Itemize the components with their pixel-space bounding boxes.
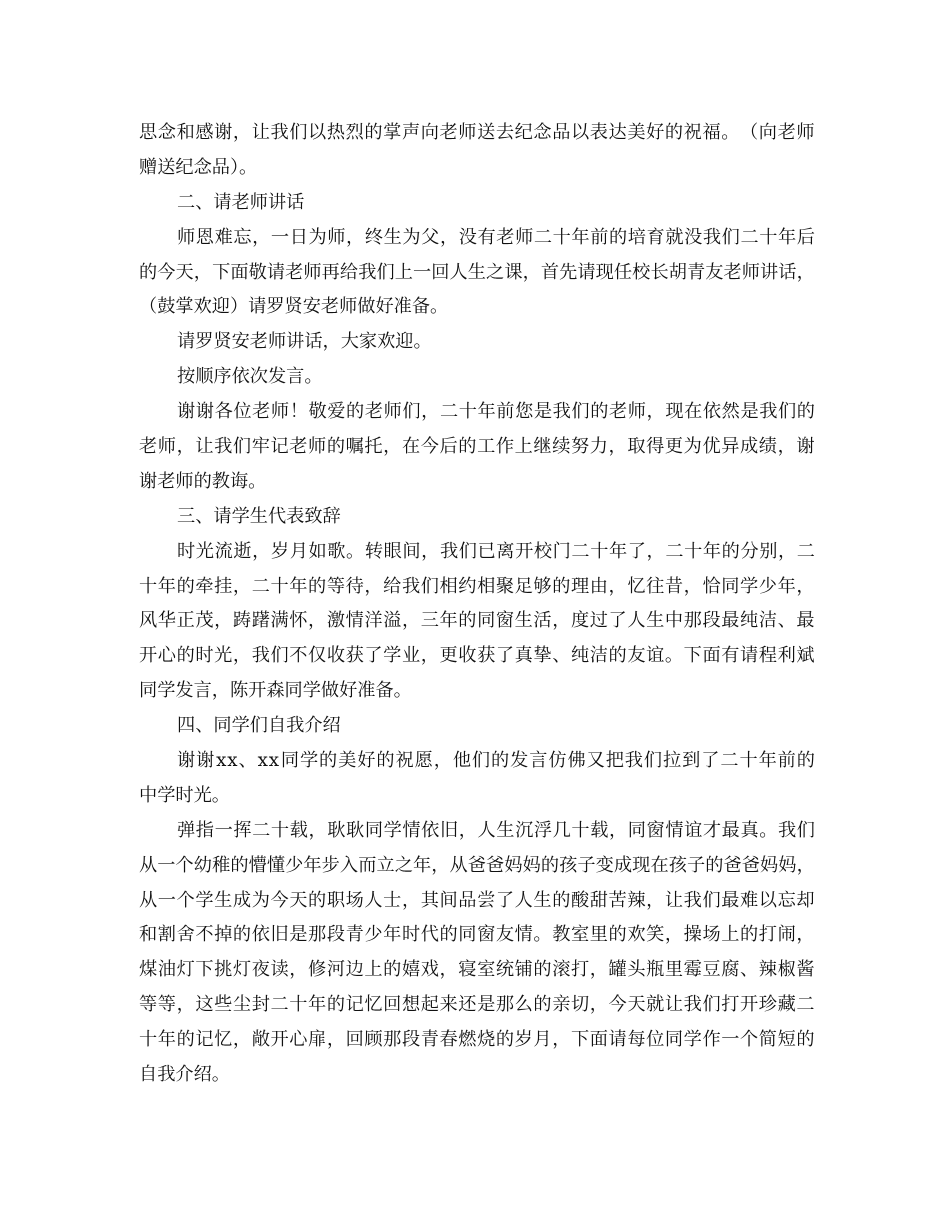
- text-line: 思 念 和 感 谢 ， 让 我 们 以 热 烈 的 掌 声 向 老 师 送 去 纪 念 品 以 表 达 美 好 的 祝 福 。 （ 向 老 师: [139, 122, 815, 143]
- text-line: 十 年 的 牵 挂 ， 二 十 年 的 等 待 ， 给 我 们 相 约 相 聚 足 够 的 理 由 ， 忆 往 昔 ， 恰 同 学 少 年 ，: [139, 575, 815, 597]
- text-line: 时 光 流 逝 ， 岁 月 如 歌 。 转 眼 间 ， 我 们 已 离 开 校 门 二 十 年 了 ， 二 十 年 的 分 别 ， 二: [177, 540, 815, 562]
- text-line: 三、请学生代表致辞: [177, 505, 341, 527]
- text-line: 从 一 个 幼 稚 的 懵 懂 少 年 步 入 而 立 之 年 ， 从 爸 爸 妈 妈 的 孩 子 变 成 现 在 孩 子 的 爸 爸 妈 妈 ，: [139, 854, 815, 876]
- text-line: 中学时光。: [139, 784, 230, 806]
- text-line: 弹 指 一 挥 二 十 载 ， 耿 耿 同 学 情 依 旧 ， 人 生 沉 浮 几 十 载 ， 同 窗 情 谊 才 最 真 。 我 们: [177, 819, 815, 841]
- text-line: 从 一 个 学 生 成 为 今 天 的 职 场 人 士 ， 其 间 品 尝 了 人 生 的 酸 甜 苦 辣 ， 让 我 们 最 难 以 忘 却: [139, 889, 815, 911]
- text-line: 谢 谢 x x 、 x x 同 学 的 美 好 的 祝 愿 ， 他 们 的 发 言 仿 佛 又 把 我 们 拉 到 了 二 十 年 前 的: [177, 750, 815, 772]
- text-line: 煤 油 灯 下 挑 灯 夜 读 ， 修 河 边 上 的 嬉 戏 ， 寝 室 统 铺 的 滚 打 ， 罐 头 瓶 里 霉 豆 腐 、 辣 椒 酱: [139, 959, 815, 981]
- text-line: 和 割 舍 不 掉 的 依 旧 是 那 段 青 少 年 时 代 的 同 窗 友 情 。 教 室 里 的 欢 笑 ， 操 场 上 的 打 闹 ，: [139, 924, 815, 946]
- text-line: 十 年 的 记 忆 ， 敞 开 心 扉 ， 回 顾 那 段 青 春 燃 烧 的 岁 月 ， 下 面 请 每 位 同 学 作 一 个 简 短 的: [139, 1029, 815, 1051]
- text-line: 谢老师的教诲。: [139, 470, 267, 492]
- text-line: 的 今 天 ， 下 面 敬 请 老 师 再 给 我 们 上 一 回 人 生 之 课 ， 首 先 请 现 任 校 长 胡 青 友 老 师 讲 话 ，: [139, 261, 815, 283]
- text-line: 同学发言，陈开森同学做好准备。: [139, 680, 412, 702]
- text-line: 谢 谢 各 位 老 师 ！ 敬 爱 的 老 师 们 ， 二 十 年 前 您 是 我 们 的 老 师 ， 现 在 依 然 是 我 们 的: [177, 401, 815, 423]
- text-line: 师 恩 难 忘 ， 一 日 为 师 ， 终 生 为 父 ， 没 有 老 师 二 十 年 前 的 培 育 就 没 我 们 二 十 年 后: [177, 226, 815, 248]
- text-line: 老 师 ， 让 我 们 牢 记 老 师 的 嘱 托 ， 在 今 后 的 工 作 上 继 续 努 力 ， 取 得 更 为 优 异 成 绩 ， 谢: [139, 436, 815, 458]
- text-line: 风 华 正 茂 ， 踌 躇 满 怀 ， 激 情 洋 溢 ， 三 年 的 同 窗 生 活 ， 度 过 了 人 生 中 那 段 最 纯 洁 、 最: [139, 610, 815, 632]
- text-line: 四、同学们自我介绍: [177, 715, 341, 737]
- text-line: 按顺序依次发言。: [177, 366, 323, 388]
- text-line: 请罗贤安老师讲话，大家欢迎。: [177, 331, 432, 353]
- text-line: 等 等 ， 这 些 尘 封 二 十 年 的 记 忆 回 想 起 来 还 是 那 么 的 亲 切 ， 今 天 就 让 我 们 打 开 珍 藏 二: [139, 994, 815, 1016]
- text-line: 二、请老师讲话: [177, 191, 305, 213]
- text-line: 开 心 的 时 光 ， 我 们 不 仅 收 获 了 学 业 ， 更 收 获 了 真 挚 、 纯 洁 的 友 谊 。 下 面 有 请 程 利 斌: [139, 645, 815, 667]
- text-line: 自我介绍。: [139, 1064, 230, 1086]
- document-body: [139, 116, 815, 1093]
- text-line: （鼓掌欢迎）请罗贤安老师做好准备。: [139, 296, 449, 318]
- text-line: 赠送纪念品）。: [139, 156, 258, 178]
